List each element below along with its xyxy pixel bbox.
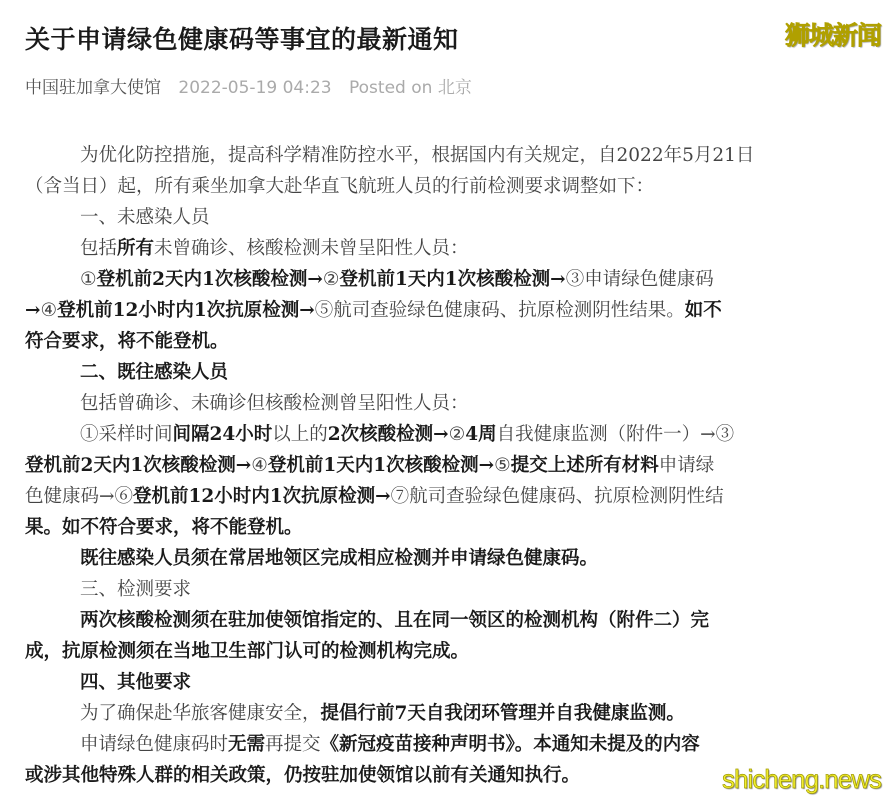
- bold-text: 所有: [117, 238, 155, 259]
- bold-text: 登机前12小时内1次抗原检测→: [57, 300, 315, 321]
- text: 再提交: [265, 734, 321, 755]
- article-meta: [25, 73, 472, 98]
- text: 包括曾确诊、未确诊但核酸检测曾呈阳性人员：: [80, 393, 469, 414]
- text: ③申请绿色健康码: [565, 269, 714, 290]
- bold-text: 登机前1天内1次核酸检测→: [339, 269, 566, 290]
- bold-text: 登机前12小时内1次抗原检测→: [133, 486, 391, 507]
- paragraph-line: [25, 574, 868, 605]
- bold-text: 二、既往感染人员: [80, 362, 229, 383]
- text: （含当日）起，所有乘坐加拿大赴华直飞航班人员的行前检测要求调整如下：: [25, 176, 655, 197]
- text: ⑦航司查验绿色健康码、抗原检测阴性结: [390, 486, 724, 507]
- site-watermark: shicheng.news: [722, 764, 881, 794]
- bold-text: 成，抗原检测须在当地卫生部门认可的检测机构完成。: [25, 641, 470, 662]
- paragraph-line: [25, 667, 868, 698]
- shicheng-logo-watermark: 狮城新闻: [784, 21, 881, 50]
- bold-text: 提倡行前7天自我闭环管理并自我健康监测。: [320, 703, 685, 724]
- bold-text: 两次核酸检测须在驻加使领馆指定的、且在同一领区的检测机构（附件二）完: [80, 610, 710, 631]
- text: ④: [40, 300, 58, 321]
- text: ②: [448, 424, 466, 445]
- paragraph-line: [25, 171, 868, 202]
- paragraph-line: [25, 295, 868, 326]
- text: ④: [251, 455, 268, 476]
- text: ①: [80, 269, 97, 290]
- article-body: [25, 140, 868, 791]
- text: 申请绿色健康码时: [80, 734, 229, 755]
- text: 申请绿: [658, 455, 715, 476]
- paragraph-line: [25, 202, 868, 233]
- paragraph-line: [25, 326, 868, 357]
- bold-text: 登机前1天内1次核酸检测→: [267, 455, 495, 476]
- bold-text: 2次核酸检测→: [327, 424, 449, 445]
- text: 色健康码→⑥: [25, 486, 134, 507]
- paragraph-line: [25, 388, 868, 419]
- text: ②: [322, 269, 340, 290]
- paragraph-line: [25, 543, 868, 574]
- bold-text: 果。如不符合要求，将不能登机。: [25, 517, 303, 538]
- paragraph-line: [25, 481, 868, 512]
- bold-text: 四、其他要求: [80, 672, 192, 693]
- article-title: 关于申请绿色健康码等事宜的最新通知: [25, 25, 459, 54]
- text: ①采样时间: [80, 424, 173, 445]
- text: 为了确保赴华旅客健康安全，: [80, 703, 321, 724]
- bold-text: 4周: [465, 424, 497, 445]
- text: 为优化防控措施，提高科学精准防控水平，根据国内有关规定，自2022年5月21日: [80, 145, 755, 166]
- paragraph-line: [25, 233, 868, 264]
- paragraph-line: [25, 450, 868, 481]
- bold-text: 无需: [228, 734, 266, 755]
- paragraph-line: [25, 636, 868, 667]
- bold-text: 登机前2天内1次核酸检测→: [96, 269, 323, 290]
- article-source-link[interactable]: 中国驻加拿大使馆: [25, 78, 161, 98]
- text: ⑤: [494, 455, 511, 476]
- bold-text: 既往感染人员须在常居地领区完成相应检测并申请绿色健康码。: [80, 548, 599, 569]
- text: 以上的: [272, 424, 328, 445]
- text: 未曾确诊、核酸检测未曾呈阳性人员：: [154, 238, 469, 259]
- paragraph-line: [25, 698, 868, 729]
- text: 三、检测要求: [80, 579, 192, 600]
- text: 一、未感染人员: [80, 207, 210, 228]
- article-location: Posted on 北京: [349, 78, 472, 98]
- bold-text: 或涉其他特殊人群的相关政策，仍按驻加使领馆以前有关通知执行。: [25, 765, 581, 786]
- paragraph-line: [25, 357, 868, 388]
- bold-text: →: [25, 300, 41, 321]
- text: 自我健康监测（附件一）→③: [496, 424, 735, 445]
- bold-text: 提交上述所有材料: [510, 455, 659, 476]
- bold-text: 间隔24小时: [172, 424, 273, 445]
- article-date: 2022-05-19 04:23: [178, 78, 332, 98]
- bold-text: 如不: [684, 300, 722, 321]
- paragraph-line: [25, 264, 868, 295]
- paragraph-line: [25, 140, 868, 171]
- paragraph-line: [25, 605, 868, 636]
- bold-text: 符合要求，将不能登机。: [25, 331, 229, 352]
- paragraph-line: [25, 419, 868, 450]
- paragraph-line: [25, 729, 868, 760]
- paragraph-line: [25, 512, 868, 543]
- bold-text: 登机前2天内1次核酸检测→: [25, 455, 252, 476]
- text: 包括: [80, 238, 118, 259]
- text: ⑤航司查验绿色健康码、抗原检测阴性结果。: [314, 300, 685, 321]
- bold-text: 《新冠疫苗接种声明书》。本通知未提及的内容: [320, 734, 700, 755]
